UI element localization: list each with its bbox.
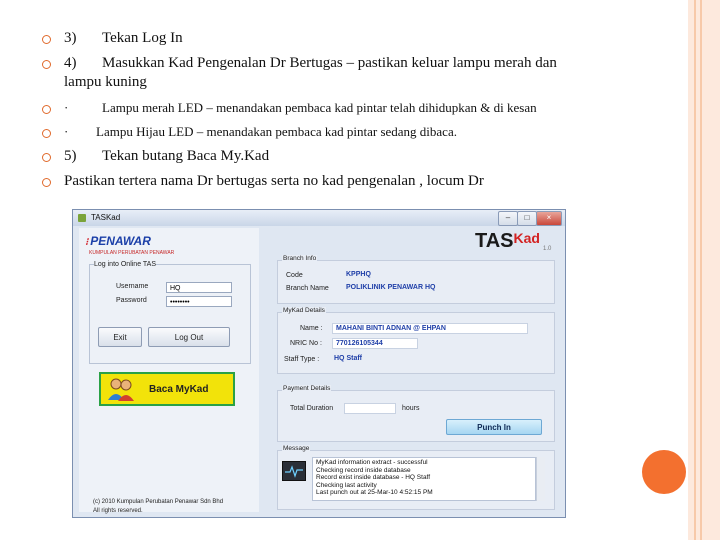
- rail-line: [700, 0, 702, 540]
- taskad-window: [72, 209, 566, 518]
- message-list[interactable]: [312, 457, 536, 501]
- title-bar: [73, 210, 565, 226]
- name-label: Name :: [300, 325, 323, 332]
- left-panel: [79, 228, 259, 512]
- username-label: Username: [116, 283, 149, 290]
- nric-value: 770126105344: [332, 338, 418, 349]
- right-decorative-rail: [688, 0, 720, 540]
- bullet-ring-icon: [42, 129, 51, 138]
- login-group-title: Log into Online TAS: [94, 261, 157, 268]
- payment-details-title: Payment Details: [283, 385, 331, 392]
- password-field[interactable]: ••••••••: [166, 296, 232, 307]
- bullet-ring-icon: [42, 105, 51, 114]
- branch-name-label: Branch Name: [286, 285, 329, 292]
- code-label: Code: [286, 272, 303, 279]
- code-value: KPPHQ: [346, 271, 371, 278]
- window-title: TASKad: [91, 213, 121, 222]
- bullet-ring-icon: [42, 178, 51, 187]
- bullet-number: ·: [64, 124, 69, 139]
- name-value: MAHANI BINTI ADNAN @ EHPAN: [332, 323, 528, 334]
- bullet-text-continued: lampu kuning: [64, 74, 147, 90]
- punch-in-button[interactable]: Punch In: [446, 419, 542, 435]
- mykad-details-title: MyKad Details: [283, 307, 325, 314]
- staff-type-label: Staff Type :: [284, 356, 320, 363]
- message-line: MyKad information extract - successful: [316, 459, 428, 466]
- branch-name-value: POLIKLINIK PENAWAR HQ: [346, 284, 436, 291]
- bullet-text: Lampu Hijau LED – menandakan pembaca kad pintar sedang dibaca.: [96, 124, 457, 139]
- minimize-button[interactable]: –: [498, 211, 518, 226]
- nric-label: NRIC No :: [290, 340, 322, 347]
- rail-line: [694, 0, 696, 540]
- message-line: Record exist inside database - HQ Staff: [316, 474, 431, 481]
- message-line: Checking last activity: [316, 481, 377, 489]
- logo-subtitle: KUMPULAN PERUBATAN PENAWAR: [89, 250, 175, 256]
- message-line: Last punch out at 25-Mar-10 4:52:15 PM: [316, 489, 433, 496]
- version-label: 1.0: [543, 246, 552, 252]
- people-icon: [107, 377, 135, 401]
- message-title: Message: [283, 445, 310, 452]
- branch-info-group: [277, 255, 555, 304]
- bullet-number: 4): [64, 55, 77, 71]
- bullet-number: 3): [64, 30, 77, 46]
- bullet-text: Tekan butang Baca My.Kad: [102, 148, 270, 164]
- payment-details-group: [277, 385, 555, 442]
- message-group: [277, 445, 555, 510]
- bullet-ring-icon: [42, 35, 51, 44]
- staff-type-value: HQ Staff: [334, 355, 362, 362]
- bullet-text: Lampu merah LED – menandakan pembaca kad pintar telah dihidupkan & di kesan: [102, 100, 537, 115]
- login-group: [89, 261, 251, 364]
- maximize-button[interactable]: □: [517, 211, 537, 226]
- password-label: Password: [116, 297, 147, 304]
- bullet-text: Pastikan tertera nama Dr bertugas serta no kad pengenalan , locum Dr: [64, 173, 484, 189]
- baca-mykad-button[interactable]: [99, 372, 235, 406]
- monitor-icon: [282, 461, 306, 481]
- right-panel: [273, 228, 559, 512]
- copyright: (c) 2010 Kumpulan Perubatan Penawar Sdn Bhd All rights reserved.: [93, 499, 224, 514]
- username-field[interactable]: HQ: [166, 282, 232, 293]
- logout-button[interactable]: Log Out: [148, 327, 230, 347]
- hours-label: hours: [402, 405, 420, 412]
- message-line: Checking record inside database: [316, 466, 411, 474]
- baca-mykad-label: Baca MyKad: [149, 384, 209, 395]
- app-icon: [78, 214, 86, 222]
- penawar-logo: ⁝ PENAWAR: [85, 234, 151, 248]
- close-button[interactable]: ×: [536, 211, 562, 226]
- total-duration-field[interactable]: [344, 403, 396, 414]
- bullet-text: Tekan Log In: [102, 30, 183, 46]
- bullet-text: Masukkan Kad Pengenalan Dr Bertugas – pastikan keluar lampu merah dan: [102, 55, 557, 71]
- bullet-number: 5): [64, 148, 77, 164]
- branch-info-title: Branch Info: [283, 255, 317, 262]
- bullet-ring-icon: [42, 153, 51, 162]
- bullet-number: ·: [64, 100, 69, 115]
- exit-button[interactable]: Exit: [98, 327, 142, 347]
- total-duration-label: Total Duration: [290, 405, 334, 412]
- mykad-details-group: [277, 307, 555, 374]
- message-scrollbar[interactable]: [536, 457, 545, 501]
- taskad-brand: $TAS^{Kad}$: [475, 230, 540, 252]
- bullet-ring-icon: [42, 60, 51, 69]
- accent-circle: [642, 450, 686, 494]
